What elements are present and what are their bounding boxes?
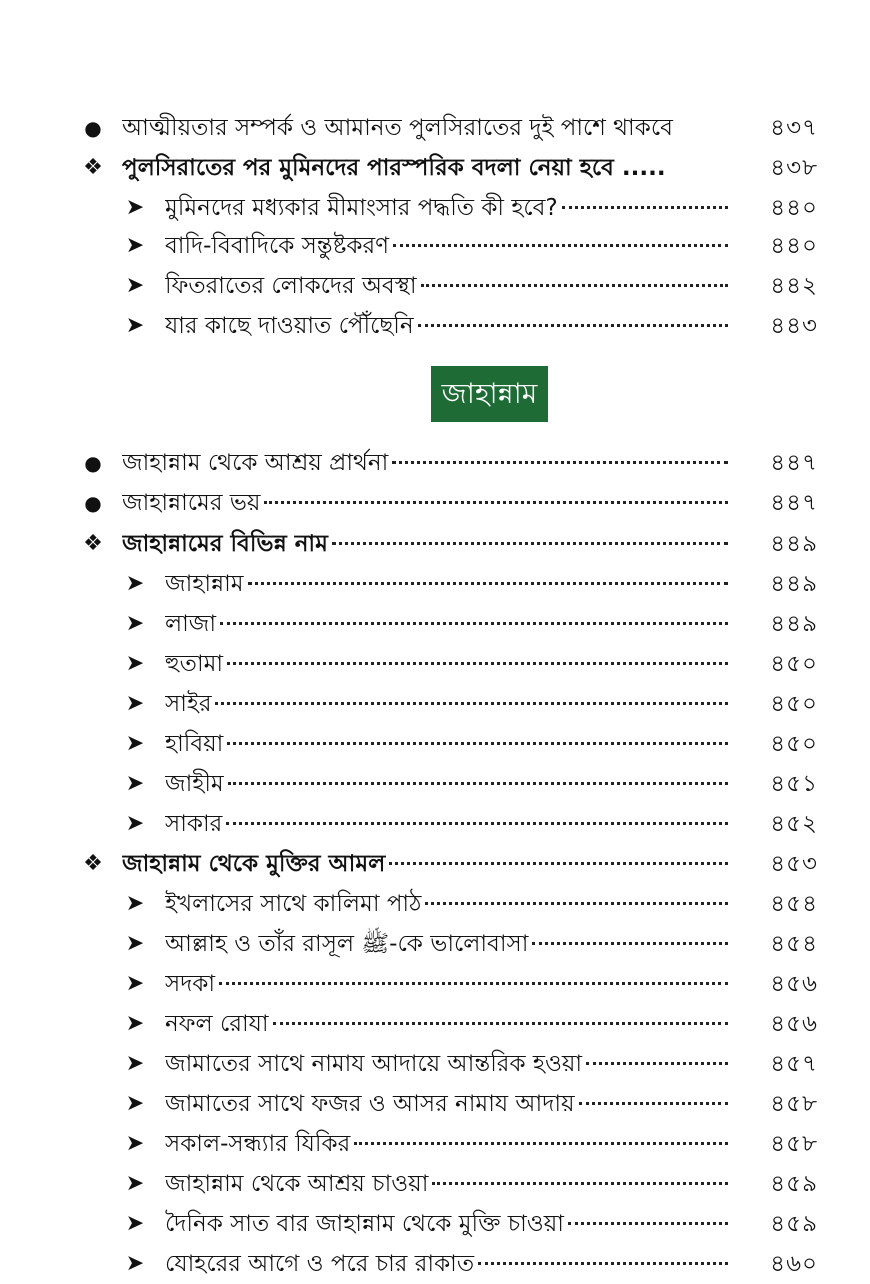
toc-entry: [0, 644, 870, 684]
toc-entry-page: ৪৫৬: [770, 971, 818, 997]
toc-entry-label: বাদি-বিবাদিকে সন্তুষ্টকরণ: [165, 233, 390, 259]
dot-leader: [227, 742, 728, 745]
toc-entry-page: ৪৫৮: [770, 1091, 818, 1117]
arrow-icon: ➤: [125, 1011, 145, 1036]
toc-entry: [0, 604, 870, 644]
toc-entry-page: ৪৫০: [770, 691, 818, 717]
toc-entry-title: [122, 443, 728, 483]
toc-entry-page: ৪৫৩: [770, 851, 818, 877]
toc-entry-title: [165, 226, 728, 266]
toc-entry: [0, 1164, 870, 1204]
arrow-icon: ➤: [125, 931, 145, 956]
toc-entry-page: ৪৫১: [770, 771, 818, 797]
toc-entry: [0, 564, 870, 604]
dot-leader: [264, 501, 728, 504]
arrow-icon: ➤: [125, 1211, 145, 1236]
toc-entry: [0, 884, 870, 924]
arrow-icon: ➤: [125, 811, 145, 836]
toc-entry-label: জাহান্নাম থেকে মুক্তির আমল: [122, 851, 386, 877]
toc-entry-page: ৪৫৯: [770, 1211, 818, 1237]
arrow-icon: ➤: [125, 1131, 145, 1156]
dot-leader: [389, 862, 728, 865]
toc-entry-title: [165, 964, 728, 1004]
toc-entry-page: ৪৫৬: [770, 1011, 818, 1037]
toc-entry: [0, 1204, 870, 1244]
toc-entry-page: ৪৫০: [770, 731, 818, 757]
diamond-icon: ❖: [83, 851, 103, 876]
arrow-icon: ➤: [125, 891, 145, 916]
dot-leader: [393, 244, 728, 247]
toc-entry-title: [165, 884, 728, 924]
toc-entry-label: হাবিয়া: [165, 731, 224, 757]
toc-entry-page: ৪৪৯: [770, 571, 818, 597]
bullet-icon: ●: [84, 491, 102, 515]
toc-entry: [0, 188, 870, 228]
bullet-icon: ●: [84, 451, 102, 475]
arrow-icon: ➤: [125, 971, 145, 996]
arrow-icon: ➤: [125, 771, 145, 796]
arrow-icon: ➤: [125, 571, 145, 596]
toc-entry-page: ৪৪৩: [770, 313, 818, 339]
toc-entry-title: [165, 644, 728, 684]
toc-entry: [0, 483, 870, 523]
toc-entry-label: জাহান্নামের ভয়: [122, 490, 261, 516]
toc-entry-page: ৪৫৪: [770, 891, 818, 917]
toc-entry-label: জামাতের সাথে ফজর ও আসর নামায আদায়: [165, 1091, 575, 1117]
dot-leader: [273, 1022, 728, 1025]
toc-entry-page: ৪৫২: [770, 811, 818, 837]
toc-entry: [0, 1244, 870, 1284]
dot-leader: [392, 461, 728, 464]
toc-entry-page: ৪৫৪: [770, 931, 818, 957]
toc-entry-page: ৪৪২: [770, 273, 818, 299]
toc-entry-title: [165, 1124, 728, 1164]
diamond-icon: ❖: [83, 155, 103, 180]
toc-entry-title: [165, 1004, 728, 1044]
arrow-icon: ➤: [125, 691, 145, 716]
toc-entry-label: নফল রোযা: [165, 1011, 269, 1037]
dot-leader: [354, 1142, 728, 1145]
toc-entry-page: ৪৪০: [770, 233, 818, 259]
toc-entry-label: জাহান্নাম থেকে আশ্রয় প্রার্থনা: [122, 450, 389, 476]
toc-entry-label: জাহান্নামের বিভিন্ন নাম: [122, 531, 328, 557]
toc-entry-page: ৪৪৯: [770, 531, 818, 557]
toc-entry-page: ৪৫৭: [770, 1051, 818, 1077]
toc-entry: [0, 108, 870, 148]
arrow-icon: ➤: [125, 1251, 145, 1276]
toc-entry-title: [165, 188, 728, 228]
arrow-icon: ➤: [125, 1051, 145, 1076]
toc-entry-page: ৪৩৮: [770, 155, 818, 181]
toc-entry-label: আত্মীয়তার সম্পর্ক ও আমানত পুলসিরাতের দুই পাশে থাকবে: [122, 115, 673, 141]
dot-leader: [568, 1222, 728, 1225]
toc-entry-label: মুমিনদের মধ্যকার মীমাংসার পদ্ধতি কী হবে?: [165, 195, 558, 221]
toc-entry-page: ৪৩৭: [770, 115, 818, 141]
dot-leader: [478, 1262, 728, 1265]
toc-entry-title: [122, 524, 728, 564]
toc-entry: [0, 844, 870, 884]
arrow-icon: ➤: [125, 195, 145, 220]
dot-leader: [418, 324, 728, 327]
toc-entry-label: ইখলাসের সাথে কালিমা পাঠ: [165, 891, 422, 917]
dot-leader: [248, 582, 728, 585]
toc-entry: [0, 443, 870, 483]
arrow-icon: ➤: [125, 273, 145, 298]
toc-entry-title: [165, 266, 728, 306]
dot-leader: [562, 206, 728, 209]
toc-entry: [0, 524, 870, 564]
toc-entry-title: [165, 724, 728, 764]
toc-entry-page: ৪৫০: [770, 651, 818, 677]
dot-leader: [432, 1182, 728, 1185]
toc-entry-page: ৪৪৭: [770, 490, 818, 516]
toc-entry-title: [165, 604, 728, 644]
dot-leader: [421, 284, 728, 287]
toc-entry-title: [165, 1084, 728, 1124]
dot-leader: [219, 982, 728, 985]
toc-entry-label: জাহান্নাম থেকে আশ্রয় চাওয়া: [165, 1171, 429, 1197]
dot-leader: [586, 1062, 728, 1065]
toc-entry-label: সদকা: [165, 971, 216, 997]
toc-entry-label: সাকার: [165, 811, 223, 837]
toc-entry: [0, 764, 870, 804]
dot-leader: [332, 542, 728, 545]
toc-entry: [0, 1124, 870, 1164]
toc-entry-page: ৪৫৮: [770, 1131, 818, 1157]
toc-entry: [0, 226, 870, 266]
toc-entry-title: [165, 684, 728, 724]
toc-entry: [0, 266, 870, 306]
arrow-icon: ➤: [125, 611, 145, 636]
toc-entry-label: জাহীম: [165, 771, 224, 797]
toc-entry-label: জামাতের সাথে নামায আদায়ে আন্তরিক হওয়া: [165, 1051, 583, 1077]
diamond-icon: ❖: [83, 531, 103, 556]
toc-entry-title: [165, 1044, 728, 1084]
toc-entry-page: ৪৪৯: [770, 611, 818, 637]
toc-entry-label: যোহরের আগে ও পরে চার রাকাত: [165, 1251, 475, 1277]
dot-leader: [579, 1102, 728, 1105]
arrow-icon: ➤: [125, 731, 145, 756]
toc-entry-title: [165, 804, 728, 844]
toc-entry-title: [165, 1164, 728, 1204]
toc-entry-label: লাজা: [165, 611, 217, 637]
dot-leader: [226, 822, 728, 825]
toc-entry: [0, 306, 870, 346]
dot-leader: [228, 782, 728, 785]
toc-entry-page: ৪৪৭: [770, 450, 818, 476]
toc-entry: [0, 724, 870, 764]
toc-entry: [0, 1004, 870, 1044]
toc-entry-title: [165, 564, 728, 604]
dot-leader: [227, 662, 728, 665]
toc-entry: [0, 804, 870, 844]
toc-entry-title: [122, 108, 728, 148]
dot-leader: [532, 942, 728, 945]
toc-entry: [0, 684, 870, 724]
toc-entry-title: [122, 148, 728, 188]
dot-leader: [215, 702, 728, 705]
toc-entry-page: ৪৫৯: [770, 1171, 818, 1197]
toc-entry-label: পুলসিরাতের পর মুমিনদের পারস্পরিক বদলা নেয়া হবে .....: [122, 155, 666, 181]
dot-leader: [220, 622, 728, 625]
toc-entry: [0, 1044, 870, 1084]
toc-entry-label: ফিতরাতের লোকদের অবস্থা: [165, 273, 417, 299]
arrow-icon: ➤: [125, 651, 145, 676]
toc-entry-label: সকাল-সন্ধ্যার যিকির: [165, 1131, 351, 1157]
toc-entry-label: সাইর: [165, 691, 212, 717]
toc-entry: [0, 964, 870, 1004]
toc-entry-title: [165, 306, 728, 346]
arrow-icon: ➤: [125, 313, 145, 338]
toc-entry-title: [165, 1204, 728, 1244]
toc-entry-page: ৪৪০: [770, 195, 818, 221]
arrow-icon: ➤: [125, 1171, 145, 1196]
section-heading: জাহান্নাম: [431, 366, 548, 422]
toc-entry-label: আল্লাহ ও তাঁর রাসূল ﷺ-কে ভালোবাসা: [165, 931, 529, 957]
toc-entry-title: [122, 483, 728, 523]
toc-entry-label: জাহান্নাম: [165, 571, 244, 597]
toc-entry-title: [165, 1244, 728, 1284]
dot-leader: [425, 902, 728, 905]
toc-entry: [0, 1084, 870, 1124]
toc-entry-title: [165, 764, 728, 804]
toc-entry: [0, 148, 870, 188]
toc-entry-label: দৈনিক সাত বার জাহান্নাম থেকে মুক্তি চাওয়া: [165, 1211, 564, 1237]
toc-entry-title: [165, 924, 728, 964]
arrow-icon: ➤: [125, 1091, 145, 1116]
toc-entry-label: যার কাছে দাওয়াত পৌঁছেনি: [165, 313, 414, 339]
toc-entry: [0, 924, 870, 964]
bullet-icon: ●: [84, 116, 102, 140]
toc-entry-label: হুতামা: [165, 651, 224, 677]
toc-entry-title: [122, 844, 728, 884]
toc-entry-page: ৪৬০: [770, 1251, 818, 1277]
arrow-icon: ➤: [125, 233, 145, 258]
